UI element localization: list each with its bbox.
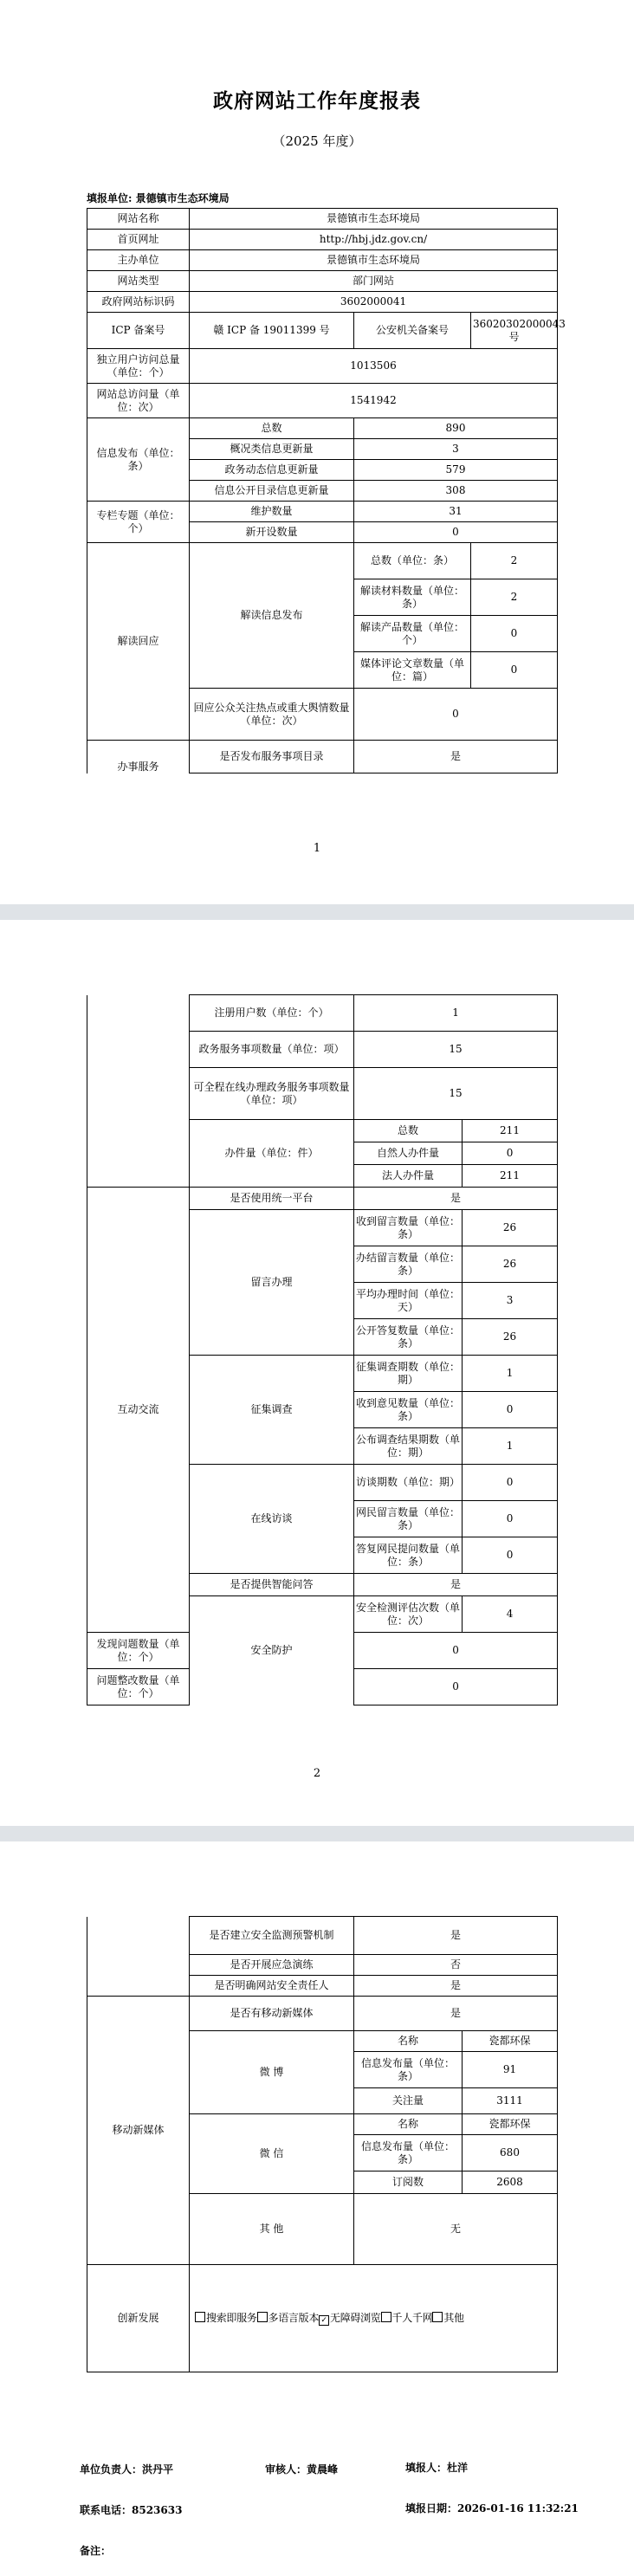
report-title: 政府网站工作年度报表 xyxy=(213,89,421,113)
media-has-label: 是否有移动新媒体 xyxy=(190,1997,354,2031)
site-type-label: 网站类型 xyxy=(87,271,190,292)
column-new-value: 0 xyxy=(354,522,558,543)
info-overview-label: 概况类信息更新量 xyxy=(190,439,354,460)
pv-label: 网站总访问量（单位：次） xyxy=(87,384,190,418)
service-label-continued xyxy=(87,995,190,1188)
checkbox-multilang[interactable] xyxy=(257,2312,268,2322)
info-catalog-label: 信息公开目录信息更新量 xyxy=(190,481,354,502)
interpret-comment-label: 媒体评论文章数量（单位：篇） xyxy=(354,652,471,689)
uv-label: 独立用户访问总量（单位：个） xyxy=(87,349,190,384)
column-maintain-label: 维护数量 xyxy=(190,502,354,522)
interview-msgs-label: 网民留言数量（单位：条） xyxy=(354,1501,463,1537)
info-label: 信息发布（单位：条） xyxy=(87,418,190,502)
column-maintain-value: 31 xyxy=(354,502,558,522)
icp-label: ICP 备案号 xyxy=(87,313,190,349)
innovation-options xyxy=(190,2265,558,2372)
media-has-value: 是 xyxy=(354,1997,558,2031)
volume-total-label: 总数 xyxy=(354,1120,463,1142)
icp-value: 赣 ICP 备 19011399 号 xyxy=(190,313,354,349)
police-label: 公安机关备案号 xyxy=(354,313,471,349)
interpret-total-value: 2 xyxy=(471,543,558,579)
option-accessible[interactable]: ✓ 无障碍浏览 xyxy=(319,2312,381,2324)
info-overview-value: 3 xyxy=(354,439,558,460)
weibo-name-label: 名称 xyxy=(354,2031,463,2052)
security-label: 安全防护 xyxy=(190,1596,354,1705)
sec-eval-value: 4 xyxy=(463,1596,558,1633)
interview-periods-label: 访谈期数（单位：期） xyxy=(354,1465,463,1501)
interpret-hot-value: 0 xyxy=(354,689,558,741)
sec-eval-label: 安全检测评估次数（单位：次） xyxy=(354,1596,463,1633)
footer-filler: 填报人：杜洋 xyxy=(405,2462,469,2474)
sec-owner-label: 是否明确网站安全责任人 xyxy=(190,1976,354,1997)
police-value: 36020302000043 号 xyxy=(471,313,558,349)
wechat-posts-label: 信息发布量（单位：条） xyxy=(354,2135,463,2171)
fill-unit: 填报单位: 景德镇市生态环境局 xyxy=(87,192,230,204)
info-news-value: 579 xyxy=(354,460,558,481)
pv-value: 1541942 xyxy=(190,384,558,418)
service-catalog-label: 是否发布服务事项目录 xyxy=(190,741,354,773)
security-label-continued xyxy=(87,1917,190,1997)
interpret-sub-label: 解读信息发布 xyxy=(190,543,354,689)
wechat-posts-value: 680 xyxy=(463,2135,558,2171)
service-online-label: 可全程在线办理政务服务事项数量（单位：项） xyxy=(190,1068,354,1120)
info-news-label: 政务动态信息更新量 xyxy=(190,460,354,481)
site-code-value: 3602000041 xyxy=(190,292,558,313)
sponsor-label: 主办单位 xyxy=(87,250,190,271)
weibo-followers-value: 3111 xyxy=(463,2088,558,2114)
msg-time-label: 平均办理时间（单位：天） xyxy=(354,1283,463,1319)
wechat-subs-label: 订阅数 xyxy=(354,2171,463,2194)
weibo-label: 微 博 xyxy=(190,2031,354,2114)
sponsor-value: 景德镇市生态环境局 xyxy=(190,250,558,271)
page-number-2: 2 xyxy=(313,1767,321,1780)
interview-msgs-value: 0 xyxy=(463,1501,558,1537)
report-page-3 xyxy=(0,1841,634,2576)
media-label: 移动新媒体 xyxy=(87,1997,190,2265)
sec-found-value: 0 xyxy=(354,1633,558,1669)
sec-drill-value: 否 xyxy=(354,1955,558,1976)
service-users-label: 注册用户数（单位：个） xyxy=(190,995,354,1032)
interpret-material-value: 2 xyxy=(471,579,558,616)
interpret-product-value: 0 xyxy=(471,616,558,652)
survey-periods-value: 1 xyxy=(463,1356,558,1392)
interact-platform-label: 是否使用统一平台 xyxy=(190,1188,354,1210)
service-volume-label: 办件量（单位：件） xyxy=(190,1120,354,1188)
msg-received-label: 收到留言数量（单位：条） xyxy=(354,1210,463,1246)
service-items-value: 15 xyxy=(354,1032,558,1068)
interpret-hot-label: 回应公众关注热点或重大舆情数量（单位：次） xyxy=(190,689,354,741)
checkbox-search[interactable] xyxy=(195,2312,205,2322)
survey-opinions-value: 0 xyxy=(463,1392,558,1428)
sec-drill-label: 是否开展应急演练 xyxy=(190,1955,354,1976)
footer-date: 填报日期：2026-01-16 11:32:21 xyxy=(405,2502,579,2515)
weibo-name-value: 瓷都环保 xyxy=(463,2031,558,2052)
wechat-label: 微 信 xyxy=(190,2114,354,2194)
service-online-value: 15 xyxy=(354,1068,558,1120)
sec-fixed-label: 问题整改数量（单位：个） xyxy=(87,1669,190,1705)
volume-total-value: 211 xyxy=(463,1120,558,1142)
checkbox-other[interactable] xyxy=(432,2312,443,2322)
checkbox-accessible[interactable]: ✓ xyxy=(319,2315,329,2326)
survey-label: 征集调查 xyxy=(190,1356,354,1465)
service-label-p1: 办事服务 xyxy=(87,741,190,773)
interpret-product-label: 解读产品数量（单位：个） xyxy=(354,616,471,652)
interpret-total-label: 总数（单位：条） xyxy=(354,543,471,579)
site-code-label: 政府网站标识码 xyxy=(87,292,190,313)
option-other[interactable]: 其他 xyxy=(432,2312,463,2324)
msg-public-label: 公开答复数量（单位：条） xyxy=(354,1319,463,1356)
site-name-label: 网站名称 xyxy=(87,209,190,230)
interview-replies-label: 答复网民提问数量（单位：条） xyxy=(354,1537,463,1574)
survey-results-label: 公布调查结果期数（单位：期） xyxy=(354,1428,463,1465)
wechat-name-label: 名称 xyxy=(354,2114,463,2135)
footer-leader: 单位负责人：洪丹平 xyxy=(80,2463,174,2476)
interpret-label: 解读回应 xyxy=(87,543,190,741)
volume-legal-value: 211 xyxy=(463,1165,558,1188)
info-catalog-value: 308 xyxy=(354,481,558,502)
interpret-comment-value: 0 xyxy=(471,652,558,689)
home-url-label: 首页网址 xyxy=(87,230,190,250)
interact-label: 互动交流 xyxy=(87,1188,190,1633)
column-label: 专栏专题（单位：个） xyxy=(87,502,190,543)
interview-replies-value: 0 xyxy=(463,1537,558,1574)
weibo-followers-label: 关注量 xyxy=(354,2088,463,2114)
sec-warning-value: 是 xyxy=(354,1917,558,1955)
survey-opinions-label: 收到意见数量（单位：条） xyxy=(354,1392,463,1428)
sec-found-label: 发现问题数量（单位：个） xyxy=(87,1633,190,1669)
volume-legal-label: 法人办件量 xyxy=(354,1165,463,1188)
report-year: （2025 年度） xyxy=(272,133,362,149)
msg-time-value: 3 xyxy=(463,1283,558,1319)
service-items-label: 政务服务事项数量（单位：项） xyxy=(190,1032,354,1068)
msg-public-value: 26 xyxy=(463,1319,558,1356)
service-catalog-value: 是 xyxy=(354,741,558,773)
interview-label: 在线访谈 xyxy=(190,1465,354,1574)
survey-results-value: 1 xyxy=(463,1428,558,1465)
sec-fixed-value: 0 xyxy=(354,1669,558,1705)
column-new-label: 新开设数量 xyxy=(190,522,354,543)
wechat-subs-value: 2608 xyxy=(463,2171,558,2194)
report-table-part-3 xyxy=(87,1916,558,2372)
interpret-material-label: 解读材料数量（单位：条） xyxy=(354,579,471,616)
option-personal[interactable]: 千人千网 xyxy=(381,2312,433,2324)
weibo-posts-value: 91 xyxy=(463,2052,558,2088)
sec-warning-label: 是否建立安全监测预警机制 xyxy=(190,1917,354,1955)
sec-owner-value: 是 xyxy=(354,1976,558,1997)
uv-value: 1013506 xyxy=(190,349,558,384)
site-name-value: 景德镇市生态环境局 xyxy=(190,209,558,230)
checkbox-personal[interactable] xyxy=(381,2312,391,2322)
report-table-part-2 xyxy=(87,994,558,1705)
footer-note: 备注： xyxy=(80,2545,112,2557)
page-number-1: 1 xyxy=(313,842,321,855)
interview-periods-value: 0 xyxy=(463,1465,558,1501)
msg-label: 留言办理 xyxy=(190,1210,354,1356)
interact-platform-value: 是 xyxy=(354,1188,558,1210)
media-other-value: 无 xyxy=(354,2194,558,2265)
smart-qa-label: 是否提供智能问答 xyxy=(190,1574,354,1596)
report-table-part-1 xyxy=(87,208,566,773)
volume-person-label: 自然人办件量 xyxy=(354,1142,463,1165)
smart-qa-value: 是 xyxy=(354,1574,558,1596)
weibo-posts-label: 信息发布量（单位：条） xyxy=(354,2052,463,2088)
info-total-value: 890 xyxy=(354,418,558,439)
report-page-2 xyxy=(0,920,634,1826)
media-other-label: 其 他 xyxy=(190,2194,354,2265)
service-users-value: 1 xyxy=(354,995,558,1032)
msg-done-value: 26 xyxy=(463,1246,558,1283)
wechat-name-value: 瓷都环保 xyxy=(463,2114,558,2135)
site-type-value: 部门网站 xyxy=(190,271,558,292)
msg-received-value: 26 xyxy=(463,1210,558,1246)
survey-periods-label: 征集调查期数（单位：期） xyxy=(354,1356,463,1392)
info-total-label: 总数 xyxy=(190,418,354,439)
option-multilang[interactable]: 多语言版本 xyxy=(257,2312,320,2324)
innovation-label: 创新发展 xyxy=(87,2265,190,2372)
option-search[interactable]: 搜索即服务 xyxy=(195,2312,257,2324)
report-page-1 xyxy=(0,0,634,904)
volume-person-value: 0 xyxy=(463,1142,558,1165)
footer-reviewer: 审核人：黄晨峰 xyxy=(265,2463,339,2476)
msg-done-label: 办结留言数量（单位：条） xyxy=(354,1246,463,1283)
footer-phone: 联系电话：8523633 xyxy=(80,2504,183,2516)
home-url-value: http://hbj.jdz.gov.cn/ xyxy=(190,230,558,250)
